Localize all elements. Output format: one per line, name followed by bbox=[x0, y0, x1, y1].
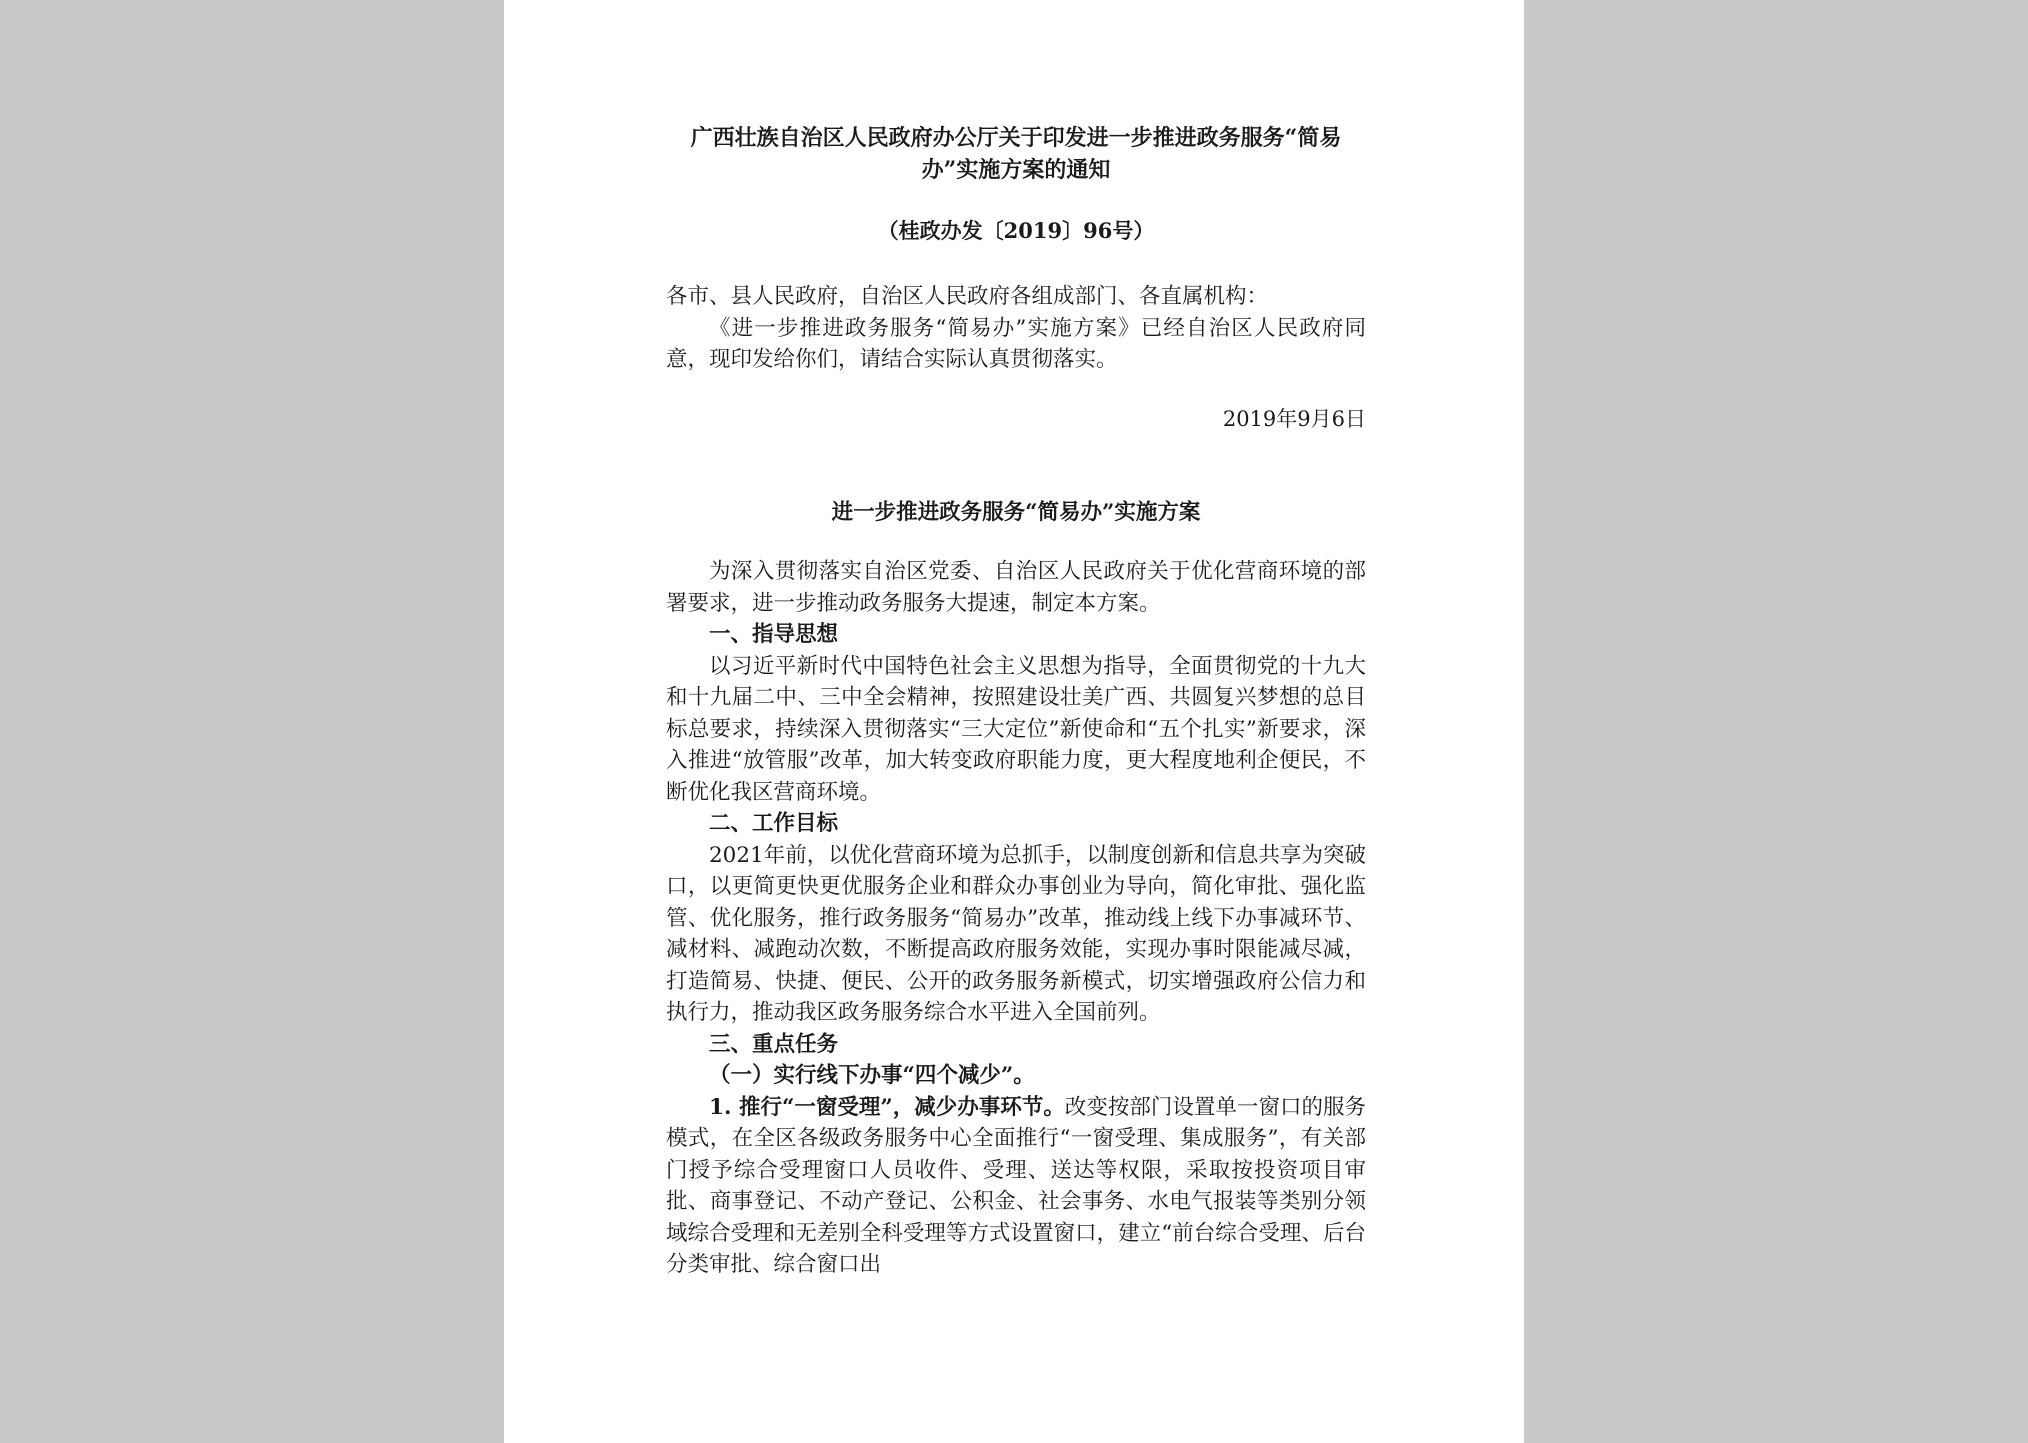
section-heading-guiding-thought: 一、指导思想 bbox=[709, 622, 839, 647]
section-body-guiding-thought: 以习近平新时代中国特色社会主义思想为指导，全面贯彻党的十九大和十九届二中、三中全会精神，按照建设壮美广西、共圆复兴梦想的总目标总要求，持续深入贯彻落实“三大定位”新使命和“五个扎实”新要求，深入推进“放管服”改革，加大转变政府职能力度，更大程度地利企便民，不断优化我区营商环境。 bbox=[666, 653, 1366, 805]
task-item-1-lead: 1. 推行“一窗受理”，减少办事环节。 bbox=[709, 1094, 1065, 1120]
section-body-work-goals: 2021年前，以优化营商环境为总抓手，以制度创新和信息共享为突破口，以更简更快更优服务企业和群众办事创业为导向，简化审批、强化监管、优化服务，推行政务服务“简易办”改革，推动线上线下办事减环节、减材料、减跑动次数，不断提高政府服务效能，实现办事时限能减尽减，打造简易、快捷、便民、公开的政务服务新模式，切实增强政府公信力和执行力，推动我区政务服务综合水平进入全国前列。 bbox=[666, 842, 1366, 1025]
notice-body-block bbox=[666, 281, 1366, 376]
section-heading-key-tasks: 三、重点任务 bbox=[709, 1031, 839, 1057]
document-page bbox=[504, 0, 1524, 1443]
notice-body: 《进一步推进政务服务“简易办”实施方案》已经自治区人民政府同意，现印发给你们，请结合实际认真贯彻落实。 bbox=[666, 315, 1366, 372]
plan-title: 进一步推进政务服务“简易办”实施方案 bbox=[831, 500, 1201, 525]
subsection-heading-offline: （一）实行线下办事“四个减少”。 bbox=[709, 1063, 1035, 1088]
notice-date: 2019年9月6日 bbox=[1222, 407, 1366, 431]
document-number: （桂政办发〔2019〕96号） bbox=[877, 218, 1155, 243]
plan-intro: 为深入贯彻落实自治区党委、自治区人民政府关于优化营商环境的部署要求，进一步推动政务服务大提速，制定本方案。 bbox=[666, 559, 1366, 616]
task-item-1-body: 改变按部门设置单一窗口的服务模式，在全区各级政务服务中心全面推行“一窗受理、集成服务”，有关部门授予综合受理窗口人员收件、受理、送达等权限，采取按投资项目审批、商事登记、不动产登记、公积金、社会事务、水电气报装等类别分领域综合受理和无差别全科受理等方式设置窗口，建立“前台综合受理、后台分类审批、综合窗口出 bbox=[666, 1094, 1366, 1277]
notice-title: 广西壮族自治区人民政府办公厅关于印发进一步推进政务服务“简易办”实施方案的通知 bbox=[690, 125, 1342, 183]
task-item-1 bbox=[666, 1092, 1366, 1281]
section-heading-work-goals: 二、工作目标 bbox=[709, 811, 839, 836]
plan-body-block bbox=[666, 556, 1366, 1281]
notice-recipients: 各市、县人民政府，自治区人民政府各组成部门、各直属机构： bbox=[666, 284, 1269, 309]
